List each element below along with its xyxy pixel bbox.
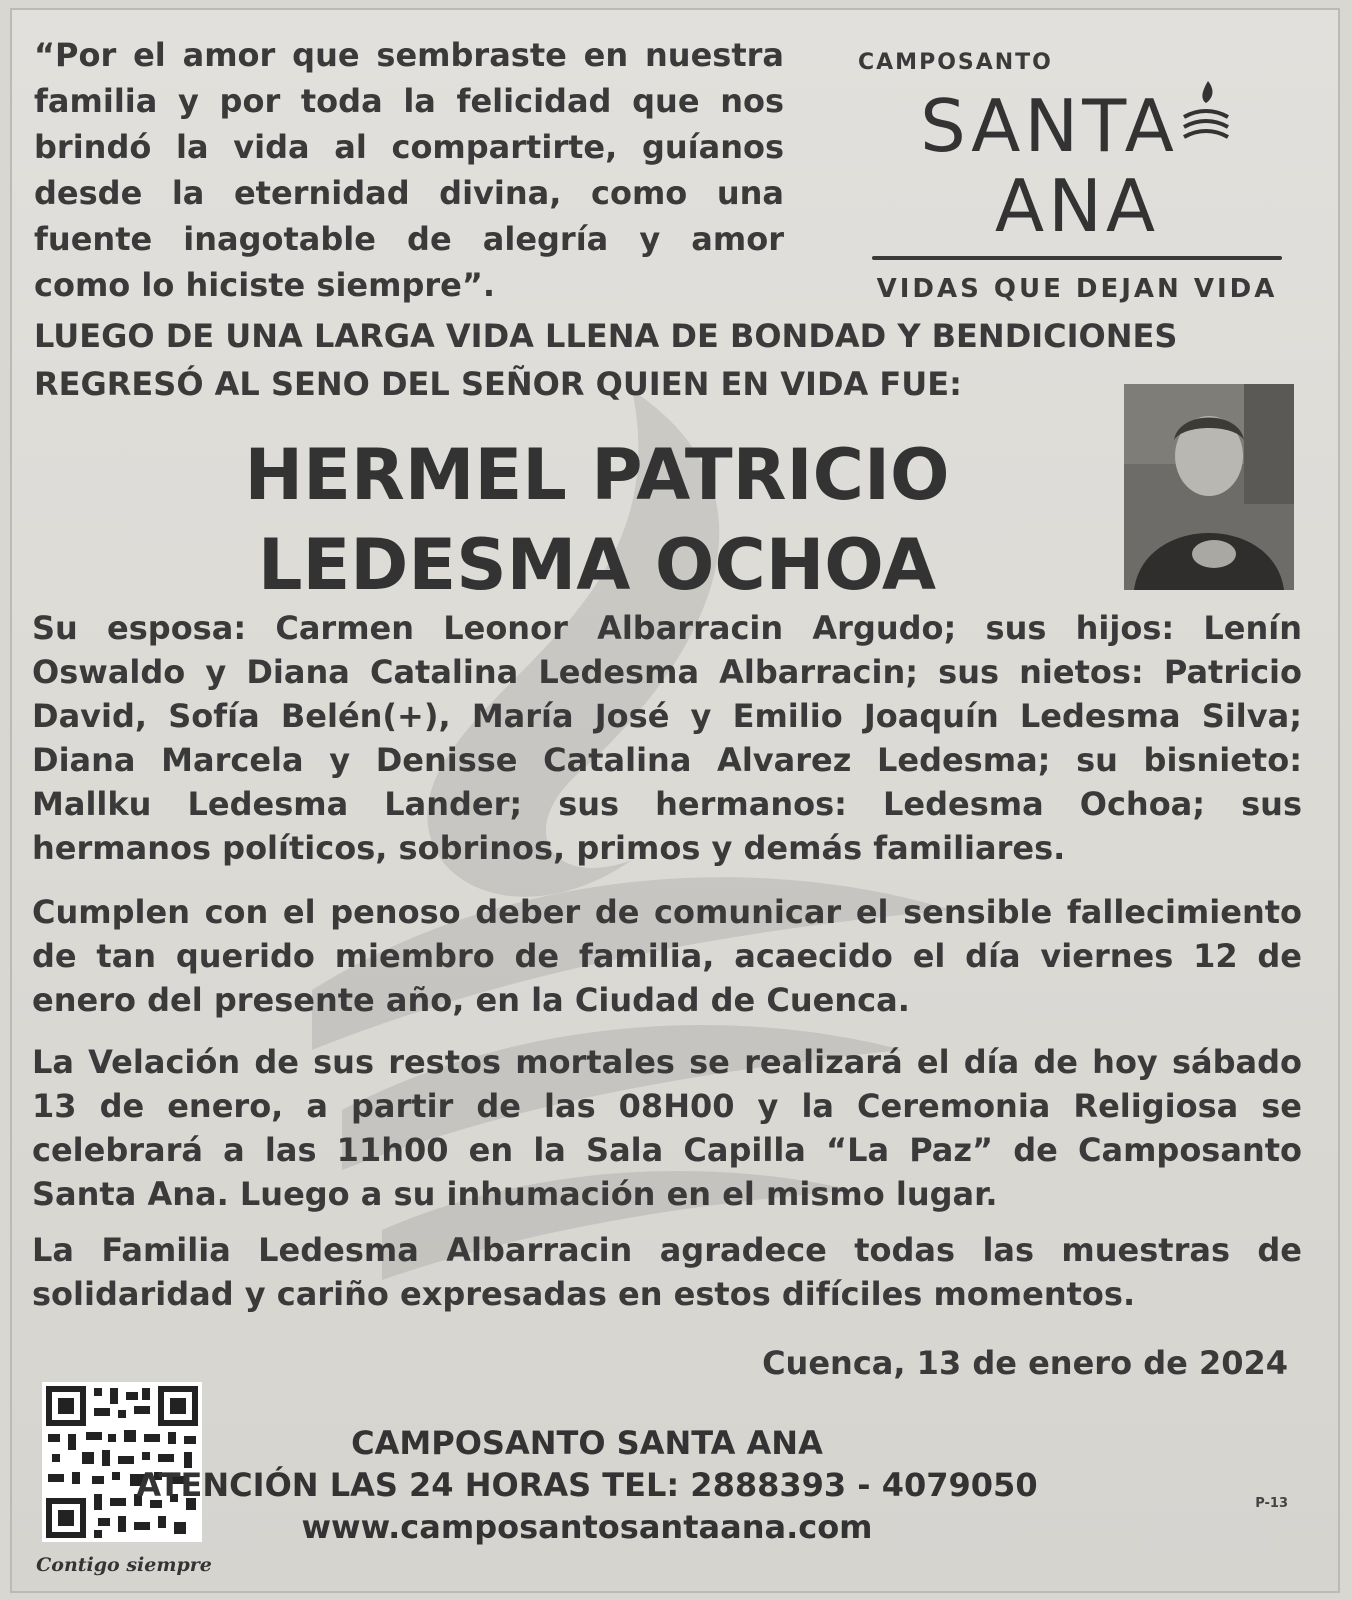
- epitaph-quote: “Por el amor que sembraste en nuestra familia y por toda la felicidad que nos brindó la vida al compartirte, guíanos desde la eternidad divina, como una fuente inagotable de alegría y amor como lo hiciste siempre”.: [34, 36, 784, 304]
- intro-text: LUEGO DE UNA LARGA VIDA LLENA DE BONDAD Y BENDICIONES REGRESÓ AL SENO DEL SEÑOR QUIEN EN VIDA FUE:: [34, 317, 1178, 403]
- deceased-name: [172, 430, 1022, 610]
- footer-phone: ATENCIÓN LAS 24 HORAS TEL: 2888393 - 4079050: [136, 1466, 1038, 1504]
- place-date: Cuenca, 13 de enero de 2024: [762, 1344, 1288, 1382]
- obituary-page: [10, 8, 1340, 1593]
- deceased-photo: [1124, 384, 1294, 590]
- deceased-name-line1: HERMEL PATRICIO: [244, 434, 950, 516]
- ceremony-paragraph: La Velación de sus restos mortales se realizará el día de hoy sábado 13 de enero, a partir de las 08H00 y la Ceremonia Religiosa se celebrará a las 11h00 en la Sala Capilla “La Paz” de Camposanto Santa Ana. Luego a su inhumación en el mismo lugar.: [32, 1043, 1302, 1213]
- camposanto-logo: [842, 50, 1312, 304]
- deceased-name-line2: LEDESMA OCHOA: [257, 524, 937, 606]
- footer-website-link[interactable]: www.camposantosantaana.com: [301, 1508, 873, 1546]
- logo-top-text: CAMPOSANTO: [858, 50, 1053, 75]
- footer-contact: [12, 1422, 1162, 1548]
- thanks-paragraph: La Familia Ledesma Albarracin agradece todas las muestras de solidaridad y cariño expresadas en estos difíciles momentos.: [32, 1231, 1302, 1313]
- qr-caption: Contigo siempre: [36, 1554, 212, 1576]
- logo-main-left: SANTA: [920, 84, 1178, 168]
- footer-company: CAMPOSANTO SANTA ANA: [351, 1424, 823, 1462]
- family-paragraph: Su esposa: Carmen Leonor Albarracin Argudo; sus hijos: Lenín Oswaldo y Diana Catalina Ledesma Albarracin; sus nietos: Patricio David, Sofía Belén(+), María José y Emilio Joaquín Ledesma Silva; Diana Marcela y Denisse Catalina Alvarez Ledesma; su bisnieto: Mallku Ledesma Lander; sus hermanos: Ledesma Ochoa; sus hermanos políticos, sobrinos, primos y demás familiares.: [32, 609, 1302, 867]
- flame-waves-icon: [1178, 77, 1234, 157]
- logo-main-right: ANA: [994, 164, 1160, 248]
- logo-tagline: VIDAS QUE DEJAN VIDA: [876, 274, 1278, 304]
- logo-main-text: [842, 77, 1312, 246]
- announcement-paragraph: Cumplen con el penoso deber de comunicar el sensible fallecimiento de tan querido miembro de familia, acaecido el día viernes 12 de enero del presente año, en la Ciudad de Cuenca.: [32, 893, 1302, 1019]
- page-code: P-13: [1255, 1496, 1288, 1511]
- portrait-image-icon: [1124, 384, 1294, 590]
- logo-divider: [872, 256, 1282, 260]
